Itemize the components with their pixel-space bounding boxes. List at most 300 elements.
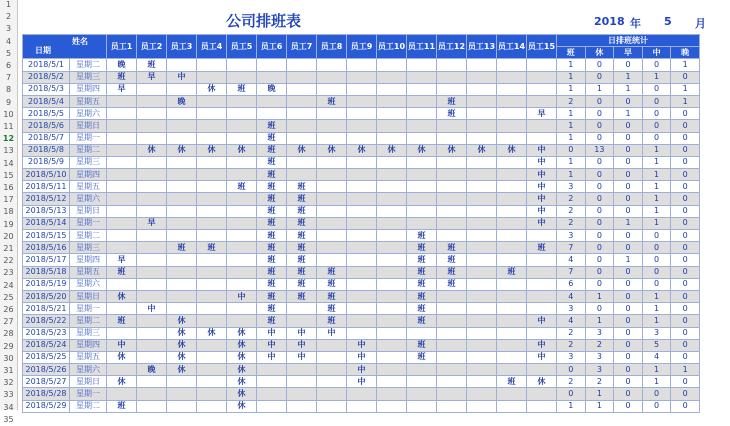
date-cell[interactable]: 2018/5/15 bbox=[23, 230, 70, 242]
employee-header-13[interactable]: 员工13 bbox=[467, 35, 497, 59]
stat-cell[interactable]: 0 bbox=[585, 266, 614, 278]
shift-cell[interactable] bbox=[407, 156, 437, 168]
shift-cell[interactable] bbox=[167, 230, 197, 242]
shift-cell[interactable] bbox=[497, 156, 527, 168]
shift-cell[interactable] bbox=[497, 315, 527, 327]
shift-cell[interactable] bbox=[527, 230, 557, 242]
shift-cell[interactable] bbox=[377, 181, 407, 193]
shift-cell[interactable] bbox=[377, 290, 407, 302]
year-value[interactable]: 2018 bbox=[594, 15, 625, 28]
shift-cell[interactable]: 班 bbox=[437, 242, 467, 254]
shift-cell[interactable]: 班 bbox=[317, 95, 347, 107]
row-number[interactable]: 26 bbox=[3, 305, 14, 314]
shift-cell[interactable] bbox=[497, 339, 527, 351]
shift-cell[interactable]: 中 bbox=[257, 327, 287, 339]
shift-cell[interactable] bbox=[197, 351, 227, 363]
shift-cell[interactable] bbox=[167, 169, 197, 181]
date-cell[interactable]: 2018/5/14 bbox=[23, 217, 70, 229]
date-cell[interactable]: 2018/5/23 bbox=[23, 327, 70, 339]
date-cell[interactable]: 2018/5/9 bbox=[23, 156, 70, 168]
shift-cell[interactable] bbox=[347, 120, 377, 132]
shift-cell[interactable] bbox=[167, 120, 197, 132]
shift-cell[interactable]: 休 bbox=[167, 351, 197, 363]
employee-header-2[interactable]: 员工2 bbox=[137, 35, 167, 59]
shift-cell[interactable] bbox=[197, 376, 227, 388]
shift-cell[interactable] bbox=[347, 388, 377, 400]
shift-cell[interactable] bbox=[317, 169, 347, 181]
shift-cell[interactable] bbox=[107, 278, 137, 290]
stat-cell[interactable]: 0 bbox=[642, 278, 671, 290]
stat-cell[interactable]: 1 bbox=[671, 83, 700, 95]
shift-cell[interactable] bbox=[467, 205, 497, 217]
stat-cell[interactable]: 1 bbox=[557, 120, 586, 132]
shift-cell[interactable]: 班 bbox=[257, 169, 287, 181]
shift-cell[interactable]: 休 bbox=[197, 144, 227, 156]
shift-cell[interactable] bbox=[467, 59, 497, 71]
shift-cell[interactable] bbox=[527, 266, 557, 278]
shift-cell[interactable]: 班 bbox=[407, 351, 437, 363]
shift-cell[interactable]: 早 bbox=[107, 83, 137, 95]
shift-cell[interactable] bbox=[497, 327, 527, 339]
shift-cell[interactable] bbox=[377, 315, 407, 327]
weekday-cell[interactable]: 星期一 bbox=[70, 388, 107, 400]
weekday-cell[interactable]: 星期日 bbox=[70, 290, 107, 302]
shift-cell[interactable] bbox=[347, 254, 377, 266]
shift-cell[interactable]: 早 bbox=[527, 108, 557, 120]
row-number[interactable]: 7 bbox=[5, 73, 12, 83]
weekday-cell[interactable]: 星期一 bbox=[70, 132, 107, 144]
weekday-cell[interactable]: 星期三 bbox=[70, 71, 107, 83]
stat-cell[interactable]: 0 bbox=[585, 156, 614, 168]
shift-cell[interactable]: 班 bbox=[257, 290, 287, 302]
stat-cell[interactable]: 0 bbox=[585, 95, 614, 107]
shift-cell[interactable] bbox=[467, 95, 497, 107]
shift-cell[interactable] bbox=[197, 290, 227, 302]
shift-cell[interactable] bbox=[437, 120, 467, 132]
weekday-cell[interactable]: 星期四 bbox=[70, 83, 107, 95]
shift-cell[interactable] bbox=[317, 364, 347, 376]
stat-cell[interactable]: 0 bbox=[614, 230, 643, 242]
date-cell[interactable]: 2018/5/12 bbox=[23, 193, 70, 205]
date-cell[interactable]: 2018/5/16 bbox=[23, 242, 70, 254]
shift-cell[interactable]: 班 bbox=[257, 132, 287, 144]
shift-cell[interactable] bbox=[347, 108, 377, 120]
shift-cell[interactable] bbox=[497, 400, 527, 412]
shift-cell[interactable] bbox=[407, 376, 437, 388]
shift-cell[interactable] bbox=[347, 303, 377, 315]
stat-cell[interactable]: 0 bbox=[614, 278, 643, 290]
shift-cell[interactable]: 班 bbox=[317, 315, 347, 327]
stat-cell[interactable]: 3 bbox=[557, 181, 586, 193]
shift-cell[interactable] bbox=[347, 327, 377, 339]
row-number-gutter[interactable] bbox=[0, 0, 18, 424]
shift-cell[interactable] bbox=[347, 278, 377, 290]
shift-cell[interactable] bbox=[257, 95, 287, 107]
date-cell[interactable]: 2018/5/17 bbox=[23, 254, 70, 266]
stat-cell[interactable]: 0 bbox=[614, 242, 643, 254]
shift-cell[interactable] bbox=[137, 193, 167, 205]
shift-cell[interactable] bbox=[227, 254, 257, 266]
shift-cell[interactable] bbox=[317, 230, 347, 242]
shift-cell[interactable] bbox=[377, 132, 407, 144]
shift-cell[interactable] bbox=[437, 364, 467, 376]
shift-cell[interactable] bbox=[107, 120, 137, 132]
shift-cell[interactable]: 班 bbox=[437, 108, 467, 120]
shift-cell[interactable] bbox=[287, 120, 317, 132]
shift-cell[interactable] bbox=[137, 132, 167, 144]
employee-header-11[interactable]: 员工11 bbox=[407, 35, 437, 59]
shift-cell[interactable] bbox=[347, 71, 377, 83]
stat-cell[interactable]: 4 bbox=[557, 254, 586, 266]
shift-cell[interactable] bbox=[167, 400, 197, 412]
shift-cell[interactable]: 班 bbox=[227, 83, 257, 95]
row-number[interactable]: 15 bbox=[3, 170, 14, 180]
shift-cell[interactable]: 班 bbox=[257, 315, 287, 327]
shift-cell[interactable] bbox=[437, 71, 467, 83]
shift-cell[interactable]: 中 bbox=[347, 339, 377, 351]
shift-cell[interactable]: 班 bbox=[437, 95, 467, 107]
row-number[interactable]: 8 bbox=[5, 85, 12, 95]
shift-cell[interactable]: 班 bbox=[527, 242, 557, 254]
stat-cell[interactable]: 13 bbox=[585, 144, 614, 156]
shift-cell[interactable]: 休 bbox=[287, 144, 317, 156]
shift-cell[interactable] bbox=[377, 169, 407, 181]
shift-cell[interactable] bbox=[407, 83, 437, 95]
stat-cell[interactable]: 0 bbox=[671, 290, 700, 302]
shift-cell[interactable] bbox=[287, 59, 317, 71]
shift-cell[interactable] bbox=[467, 339, 497, 351]
stat-cell[interactable]: 0 bbox=[671, 181, 700, 193]
shift-cell[interactable]: 休 bbox=[497, 144, 527, 156]
shift-cell[interactable] bbox=[227, 230, 257, 242]
shift-cell[interactable] bbox=[227, 242, 257, 254]
shift-cell[interactable]: 班 bbox=[437, 266, 467, 278]
shift-cell[interactable] bbox=[347, 181, 377, 193]
date-cell[interactable]: 2018/5/10 bbox=[23, 169, 70, 181]
stat-cell[interactable]: 3 bbox=[557, 303, 586, 315]
shift-cell[interactable] bbox=[227, 169, 257, 181]
shift-cell[interactable] bbox=[197, 400, 227, 412]
shift-cell[interactable] bbox=[377, 83, 407, 95]
shift-cell[interactable] bbox=[137, 315, 167, 327]
shift-cell[interactable]: 班 bbox=[407, 339, 437, 351]
shift-cell[interactable] bbox=[467, 315, 497, 327]
shift-cell[interactable]: 休 bbox=[317, 144, 347, 156]
stat-cell[interactable]: 0 bbox=[642, 242, 671, 254]
row-number[interactable]: 3 bbox=[5, 24, 12, 34]
shift-cell[interactable] bbox=[197, 230, 227, 242]
shift-cell[interactable]: 班 bbox=[437, 278, 467, 290]
shift-cell[interactable] bbox=[467, 376, 497, 388]
shift-cell[interactable] bbox=[437, 59, 467, 71]
shift-cell[interactable]: 休 bbox=[347, 144, 377, 156]
stat-cell[interactable]: 3 bbox=[557, 230, 586, 242]
shift-cell[interactable]: 中 bbox=[107, 339, 137, 351]
row-number[interactable]: 24 bbox=[3, 280, 14, 290]
shift-cell[interactable]: 休 bbox=[227, 388, 257, 400]
shift-cell[interactable]: 班 bbox=[257, 254, 287, 266]
shift-cell[interactable] bbox=[497, 95, 527, 107]
shift-cell[interactable] bbox=[137, 156, 167, 168]
shift-cell[interactable] bbox=[527, 71, 557, 83]
shift-cell[interactable]: 班 bbox=[257, 266, 287, 278]
stat-cell[interactable]: 0 bbox=[671, 169, 700, 181]
shift-cell[interactable] bbox=[287, 400, 317, 412]
row-number[interactable]: 25 bbox=[3, 292, 14, 302]
shift-cell[interactable]: 班 bbox=[407, 254, 437, 266]
shift-cell[interactable] bbox=[137, 230, 167, 242]
shift-cell[interactable] bbox=[107, 144, 137, 156]
shift-cell[interactable] bbox=[107, 242, 137, 254]
shift-cell[interactable] bbox=[377, 230, 407, 242]
stat-cell[interactable]: 0 bbox=[642, 59, 671, 71]
shift-cell[interactable]: 班 bbox=[257, 230, 287, 242]
shift-cell[interactable] bbox=[377, 242, 407, 254]
shift-cell[interactable] bbox=[257, 108, 287, 120]
weekday-cell[interactable]: 星期六 bbox=[70, 193, 107, 205]
shift-cell[interactable] bbox=[167, 132, 197, 144]
stat-cell[interactable]: 2 bbox=[557, 327, 586, 339]
employee-header-8[interactable]: 员工8 bbox=[317, 35, 347, 59]
shift-cell[interactable]: 中 bbox=[527, 339, 557, 351]
row-number[interactable]: 33 bbox=[3, 390, 14, 400]
shift-cell[interactable]: 休 bbox=[107, 290, 137, 302]
row-number[interactable]: 34 bbox=[3, 402, 14, 412]
shift-cell[interactable] bbox=[377, 71, 407, 83]
shift-cell[interactable] bbox=[467, 83, 497, 95]
stat-cell[interactable]: 2 bbox=[557, 193, 586, 205]
stat-cell[interactable]: 0 bbox=[671, 376, 700, 388]
shift-cell[interactable]: 中 bbox=[287, 339, 317, 351]
shift-cell[interactable]: 早 bbox=[107, 254, 137, 266]
date-cell[interactable]: 2018/5/6 bbox=[23, 120, 70, 132]
shift-cell[interactable] bbox=[467, 254, 497, 266]
stat-cell[interactable]: 2 bbox=[585, 339, 614, 351]
date-cell[interactable]: 2018/5/4 bbox=[23, 95, 70, 107]
shift-cell[interactable] bbox=[527, 83, 557, 95]
shift-cell[interactable] bbox=[377, 193, 407, 205]
stat-cell[interactable]: 0 bbox=[614, 376, 643, 388]
date-cell[interactable]: 2018/5/20 bbox=[23, 290, 70, 302]
shift-cell[interactable] bbox=[527, 388, 557, 400]
stat-cell[interactable]: 1 bbox=[614, 83, 643, 95]
shift-cell[interactable]: 晚 bbox=[167, 95, 197, 107]
row-number[interactable]: 21 bbox=[3, 244, 14, 253]
stat-cell[interactable]: 1 bbox=[642, 364, 671, 376]
employee-header-5[interactable]: 员工5 bbox=[227, 35, 257, 59]
shift-cell[interactable]: 中 bbox=[527, 156, 557, 168]
shift-cell[interactable] bbox=[437, 303, 467, 315]
shift-cell[interactable] bbox=[227, 120, 257, 132]
shift-cell[interactable]: 休 bbox=[467, 144, 497, 156]
weekday-cell[interactable]: 星期六 bbox=[70, 364, 107, 376]
shift-cell[interactable] bbox=[407, 120, 437, 132]
stat-cell[interactable]: 1 bbox=[614, 217, 643, 229]
shift-cell[interactable] bbox=[197, 254, 227, 266]
shift-cell[interactable] bbox=[407, 217, 437, 229]
stat-cell[interactable]: 0 bbox=[671, 156, 700, 168]
shift-cell[interactable] bbox=[497, 193, 527, 205]
stat-cell[interactable]: 0 bbox=[557, 388, 586, 400]
shift-cell[interactable] bbox=[137, 83, 167, 95]
shift-cell[interactable] bbox=[317, 376, 347, 388]
shift-cell[interactable] bbox=[527, 254, 557, 266]
shift-cell[interactable] bbox=[197, 315, 227, 327]
stat-cell[interactable]: 2 bbox=[557, 339, 586, 351]
weekday-cell[interactable]: 星期二 bbox=[70, 400, 107, 412]
shift-cell[interactable] bbox=[257, 71, 287, 83]
shift-cell[interactable] bbox=[497, 217, 527, 229]
shift-cell[interactable] bbox=[287, 169, 317, 181]
row-number[interactable]: 4 bbox=[5, 36, 12, 46]
row-number[interactable]: 13 bbox=[3, 146, 14, 156]
shift-cell[interactable] bbox=[527, 59, 557, 71]
shift-cell[interactable]: 班 bbox=[407, 290, 437, 302]
weekday-cell[interactable]: 星期日 bbox=[70, 120, 107, 132]
stat-cell[interactable]: 1 bbox=[557, 169, 586, 181]
shift-cell[interactable] bbox=[197, 339, 227, 351]
shift-cell[interactable] bbox=[107, 193, 137, 205]
stat-cell[interactable]: 0 bbox=[671, 351, 700, 363]
shift-cell[interactable] bbox=[437, 400, 467, 412]
stat-cell[interactable]: 0 bbox=[585, 59, 614, 71]
shift-cell[interactable] bbox=[137, 95, 167, 107]
shift-cell[interactable]: 班 bbox=[287, 205, 317, 217]
shift-cell[interactable] bbox=[317, 388, 347, 400]
shift-cell[interactable]: 休 bbox=[167, 339, 197, 351]
stat-cell[interactable]: 0 bbox=[585, 254, 614, 266]
weekday-cell[interactable]: 星期二 bbox=[70, 144, 107, 156]
shift-cell[interactable] bbox=[317, 400, 347, 412]
stat-header-3[interactable]: 早 bbox=[614, 47, 643, 59]
shift-cell[interactable]: 班 bbox=[257, 144, 287, 156]
employee-header-1[interactable]: 员工1 bbox=[107, 35, 137, 59]
shift-cell[interactable] bbox=[257, 364, 287, 376]
stat-cell[interactable]: 0 bbox=[614, 266, 643, 278]
shift-cell[interactable]: 中 bbox=[227, 290, 257, 302]
stat-header-5[interactable]: 晚 bbox=[671, 47, 700, 59]
shift-cell[interactable] bbox=[527, 327, 557, 339]
stat-cell[interactable]: 1 bbox=[642, 156, 671, 168]
shift-cell[interactable]: 班 bbox=[287, 181, 317, 193]
weekday-cell[interactable]: 星期二 bbox=[70, 230, 107, 242]
shift-cell[interactable] bbox=[137, 351, 167, 363]
stat-cell[interactable]: 0 bbox=[614, 120, 643, 132]
stat-cell[interactable]: 1 bbox=[557, 83, 586, 95]
shift-cell[interactable] bbox=[137, 120, 167, 132]
shift-cell[interactable] bbox=[257, 376, 287, 388]
stat-cell[interactable]: 0 bbox=[671, 120, 700, 132]
shift-cell[interactable] bbox=[527, 278, 557, 290]
date-cell[interactable]: 2018/5/13 bbox=[23, 205, 70, 217]
stat-cell[interactable]: 1 bbox=[557, 108, 586, 120]
shift-cell[interactable]: 班 bbox=[287, 217, 317, 229]
shift-cell[interactable]: 休 bbox=[227, 364, 257, 376]
stat-cell[interactable]: 0 bbox=[614, 400, 643, 412]
shift-cell[interactable] bbox=[497, 181, 527, 193]
stat-cell[interactable]: 0 bbox=[585, 205, 614, 217]
shift-cell[interactable] bbox=[317, 120, 347, 132]
shift-cell[interactable]: 班 bbox=[287, 242, 317, 254]
stat-cell[interactable]: 0 bbox=[614, 327, 643, 339]
weekday-cell[interactable]: 星期四 bbox=[70, 339, 107, 351]
shift-cell[interactable] bbox=[437, 376, 467, 388]
weekday-cell[interactable]: 星期二 bbox=[70, 315, 107, 327]
stat-cell[interactable]: 0 bbox=[614, 315, 643, 327]
shift-cell[interactable] bbox=[467, 278, 497, 290]
shift-cell[interactable]: 中 bbox=[347, 376, 377, 388]
stat-cell[interactable]: 1 bbox=[642, 217, 671, 229]
stat-cell[interactable]: 0 bbox=[614, 290, 643, 302]
shift-cell[interactable] bbox=[407, 108, 437, 120]
stat-cell[interactable]: 4 bbox=[557, 290, 586, 302]
stat-cell[interactable]: 0 bbox=[614, 351, 643, 363]
shift-cell[interactable]: 中 bbox=[287, 351, 317, 363]
shift-cell[interactable] bbox=[407, 71, 437, 83]
date-cell[interactable]: 2018/5/27 bbox=[23, 376, 70, 388]
shift-cell[interactable] bbox=[317, 132, 347, 144]
weekday-cell[interactable]: 星期日 bbox=[70, 376, 107, 388]
shift-cell[interactable] bbox=[437, 327, 467, 339]
shift-cell[interactable] bbox=[527, 132, 557, 144]
shift-cell[interactable] bbox=[467, 181, 497, 193]
weekday-cell[interactable]: 星期二 bbox=[70, 59, 107, 71]
shift-cell[interactable] bbox=[197, 132, 227, 144]
shift-cell[interactable] bbox=[377, 351, 407, 363]
shift-cell[interactable] bbox=[197, 193, 227, 205]
shift-cell[interactable] bbox=[227, 193, 257, 205]
shift-cell[interactable] bbox=[377, 364, 407, 376]
shift-cell[interactable] bbox=[197, 205, 227, 217]
shift-cell[interactable] bbox=[527, 303, 557, 315]
shift-cell[interactable] bbox=[167, 376, 197, 388]
stat-cell[interactable]: 0 bbox=[671, 327, 700, 339]
shift-cell[interactable]: 中 bbox=[527, 315, 557, 327]
shift-cell[interactable] bbox=[407, 95, 437, 107]
shift-cell[interactable] bbox=[287, 388, 317, 400]
stat-cell[interactable]: 4 bbox=[642, 351, 671, 363]
stat-cell[interactable]: 1 bbox=[557, 400, 586, 412]
shift-cell[interactable]: 早 bbox=[137, 71, 167, 83]
shift-cell[interactable]: 休 bbox=[227, 351, 257, 363]
stat-cell[interactable]: 5 bbox=[642, 339, 671, 351]
shift-cell[interactable] bbox=[467, 327, 497, 339]
row-number[interactable]: 9 bbox=[5, 97, 12, 107]
stat-cell[interactable]: 1 bbox=[585, 290, 614, 302]
shift-cell[interactable]: 班 bbox=[107, 315, 137, 327]
shift-cell[interactable] bbox=[467, 400, 497, 412]
shift-cell[interactable] bbox=[467, 242, 497, 254]
shift-cell[interactable]: 班 bbox=[257, 120, 287, 132]
shift-cell[interactable]: 晚 bbox=[137, 364, 167, 376]
shift-cell[interactable] bbox=[467, 156, 497, 168]
shift-cell[interactable] bbox=[347, 169, 377, 181]
shift-cell[interactable]: 班 bbox=[227, 181, 257, 193]
employee-header-10[interactable]: 员工10 bbox=[377, 35, 407, 59]
shift-cell[interactable] bbox=[137, 181, 167, 193]
stat-cell[interactable]: 1 bbox=[557, 71, 586, 83]
shift-cell[interactable] bbox=[377, 59, 407, 71]
stat-cell[interactable]: 1 bbox=[671, 95, 700, 107]
shift-cell[interactable] bbox=[497, 108, 527, 120]
shift-cell[interactable]: 班 bbox=[107, 266, 137, 278]
shift-cell[interactable] bbox=[317, 339, 347, 351]
stat-cell[interactable]: 1 bbox=[642, 376, 671, 388]
shift-cell[interactable] bbox=[137, 278, 167, 290]
shift-cell[interactable] bbox=[467, 108, 497, 120]
employee-header-15[interactable]: 员工15 bbox=[527, 35, 557, 59]
shift-cell[interactable] bbox=[437, 230, 467, 242]
